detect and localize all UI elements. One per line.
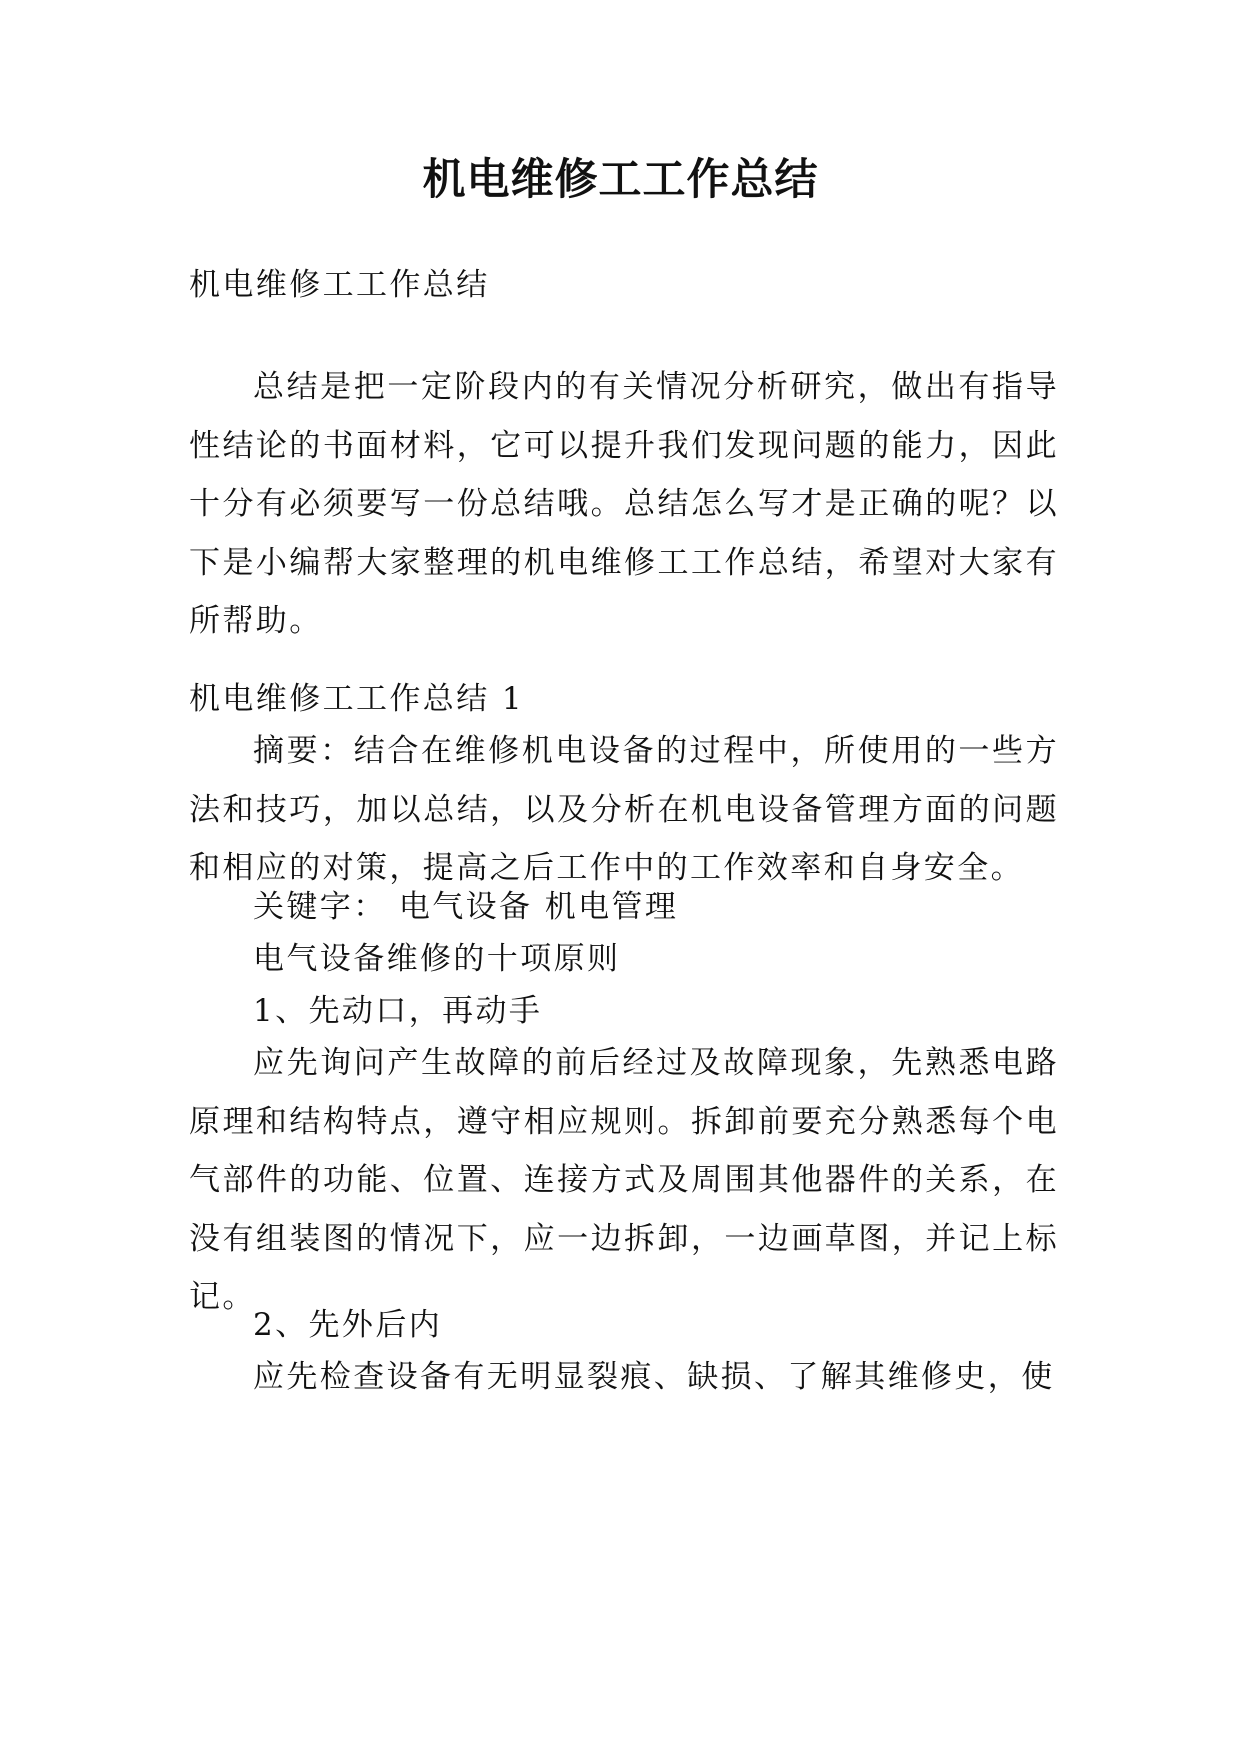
principle-2-body: 应先检查设备有无明显裂痕、缺损、了解其维修史，使	[253, 1359, 1055, 1395]
principle-1-heading: 1、先动口，再动手	[253, 993, 543, 1029]
intro-paragraph: 总结是把一定阶段内的有关情况分析研究，做出有指导性结论的书面材料，它可以提升我们发现问题的能力，因此十分有必须要写一份总结哦。总结怎么写才是正确的呢？以下是小编帮大家整理的机电维修工工作总结，希望对大家有所帮助。	[189, 369, 1059, 639]
keywords-line: 关键字： 电气设备 机电管理	[253, 889, 679, 925]
section-heading: 机电维修工工作总结 1	[189, 681, 524, 717]
document-subtitle: 机电维修工工作总结	[189, 267, 490, 303]
principle-1-body: 应先询问产生故障的前后经过及故障现象，先熟悉电路原理和结构特点，遵守相应规则。拆卸前要充分熟悉每个电气部件的功能、位置、连接方式及周围其他器件的关系，在没有组装图的情况下，应一边拆卸，一边画草图，并记上标记。	[189, 1045, 1059, 1315]
document-title: 机电维修工工作总结	[422, 155, 819, 205]
principle-2-heading: 2、先外后内	[253, 1307, 443, 1343]
principles-heading: 电气设备维修的十项原则	[253, 941, 621, 977]
abstract-paragraph: 摘要：结合在维修机电设备的过程中，所使用的一些方法和技巧，加以总结，以及分析在机电设备管理方面的问题和相应的对策，提高之后工作中的工作效率和自身安全。	[189, 733, 1059, 886]
